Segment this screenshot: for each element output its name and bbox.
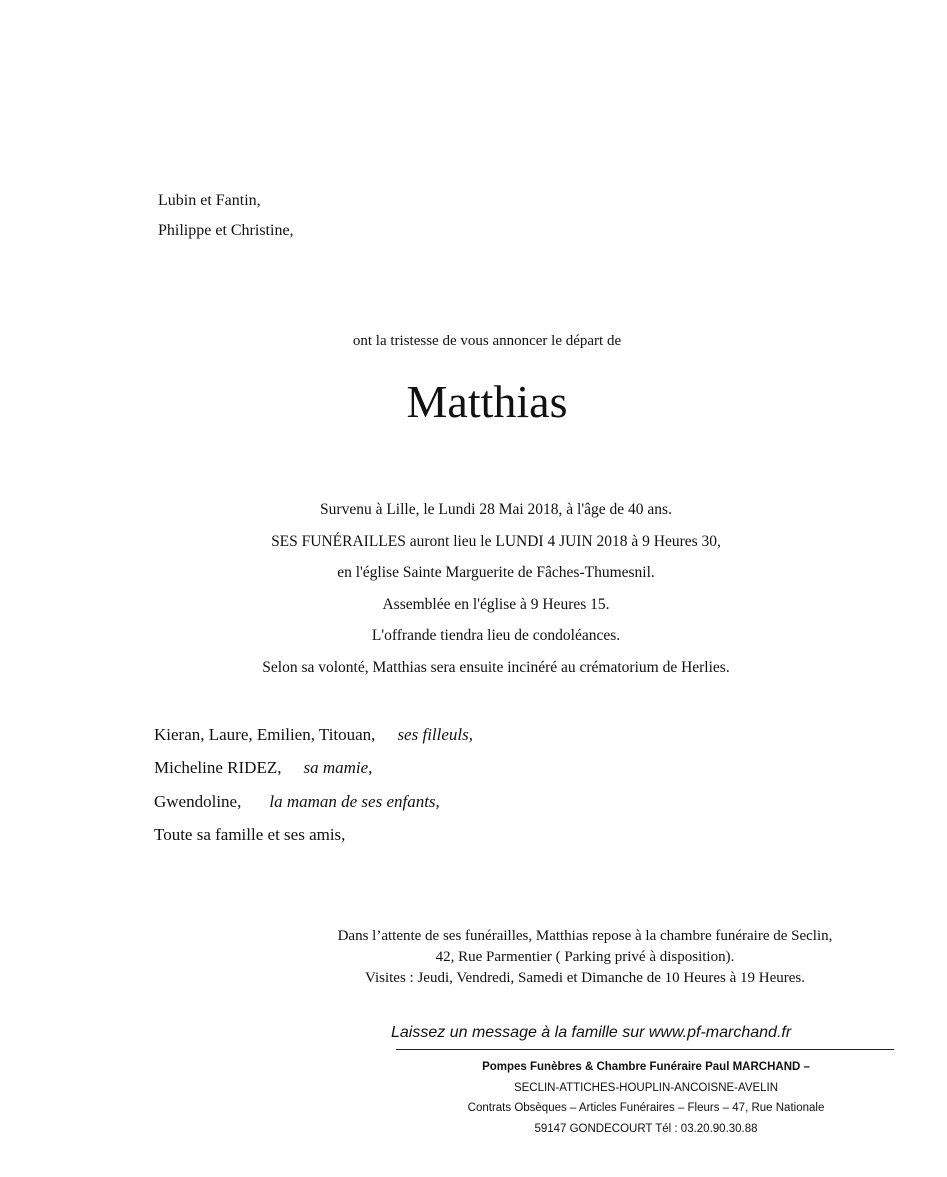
funeral-home-footer [406, 1057, 886, 1139]
relative-names: Gwendoline, [154, 791, 242, 811]
company-services: Contrats Obsèques – Articles Funéraires – Fleurs – 47, Rue Nationale [467, 1102, 825, 1114]
relative-role: la maman de ses enfants, [269, 791, 440, 811]
relative-role: ses filleuls, [397, 725, 473, 744]
company-towns: SECLIN-ATTICHES-HOUPLIN-ANCOISNE-AVELIN [513, 1081, 779, 1094]
repose-info [285, 926, 885, 989]
detail-line: SES FUNÉRAILLES auront lieu le LUNDI 4 JUIN 2018 à 9 Heures 30, [271, 532, 721, 550]
relative-names: Toute sa famille et ses amis, [154, 824, 346, 844]
detail-line: Survenu à Lille, le Lundi 28 Mai 2018, à l'âge de 40 ans. [320, 501, 672, 518]
guestbook-message: Laissez un message à la famille sur www.pf-marchand.fr [391, 1024, 792, 1041]
family-line: Philippe et Christine, [158, 222, 294, 239]
relative-line [154, 818, 473, 851]
family-line: Lubin et Fantin, [158, 192, 261, 209]
relative-names: Kieran, Laure, Emilien, Titouan, [154, 725, 376, 744]
relative-role: sa mamie, [303, 758, 373, 778]
deceased-name: Matthias [406, 376, 568, 427]
company-address: 59147 GONDECOURT Tél : 03.20.90.30.88 [534, 1122, 758, 1135]
detail-line: L'offrande tiendra lieu de condoléances. [371, 627, 621, 645]
funeral-details [0, 494, 947, 684]
relatives-list [154, 718, 473, 851]
repose-line: Dans l’attente de ses funérailles, Matthias repose à la chambre funéraire de Seclin, [337, 928, 833, 944]
company-name: Pompes Funèbres & Chambre Funéraire Paul MARCHAND – [482, 1061, 810, 1073]
detail-line: en l'église Sainte Marguerite de Fâches-Thumesnil. [337, 564, 655, 582]
relative-line [154, 785, 473, 818]
relative-names: Micheline RIDEZ, [154, 758, 282, 778]
relative-line [154, 718, 473, 751]
repose-line: 42, Rue Parmentier ( Parking privé à disposition). [435, 949, 735, 965]
family-top [158, 186, 294, 246]
repose-line: Visites : Jeudi, Vendredi, Samedi et Dimanche de 10 Heures à 19 Heures. [365, 970, 805, 986]
divider [396, 1049, 894, 1050]
announcement-intro: ont la tristesse de vous annoncer le départ de [352, 333, 622, 349]
relative-line [154, 751, 473, 784]
detail-line: Selon sa volonté, Matthias sera ensuite incinéré au crématorium de Herlies. [262, 658, 730, 676]
detail-line: Assemblée en l'église à 9 Heures 15. [382, 595, 610, 613]
